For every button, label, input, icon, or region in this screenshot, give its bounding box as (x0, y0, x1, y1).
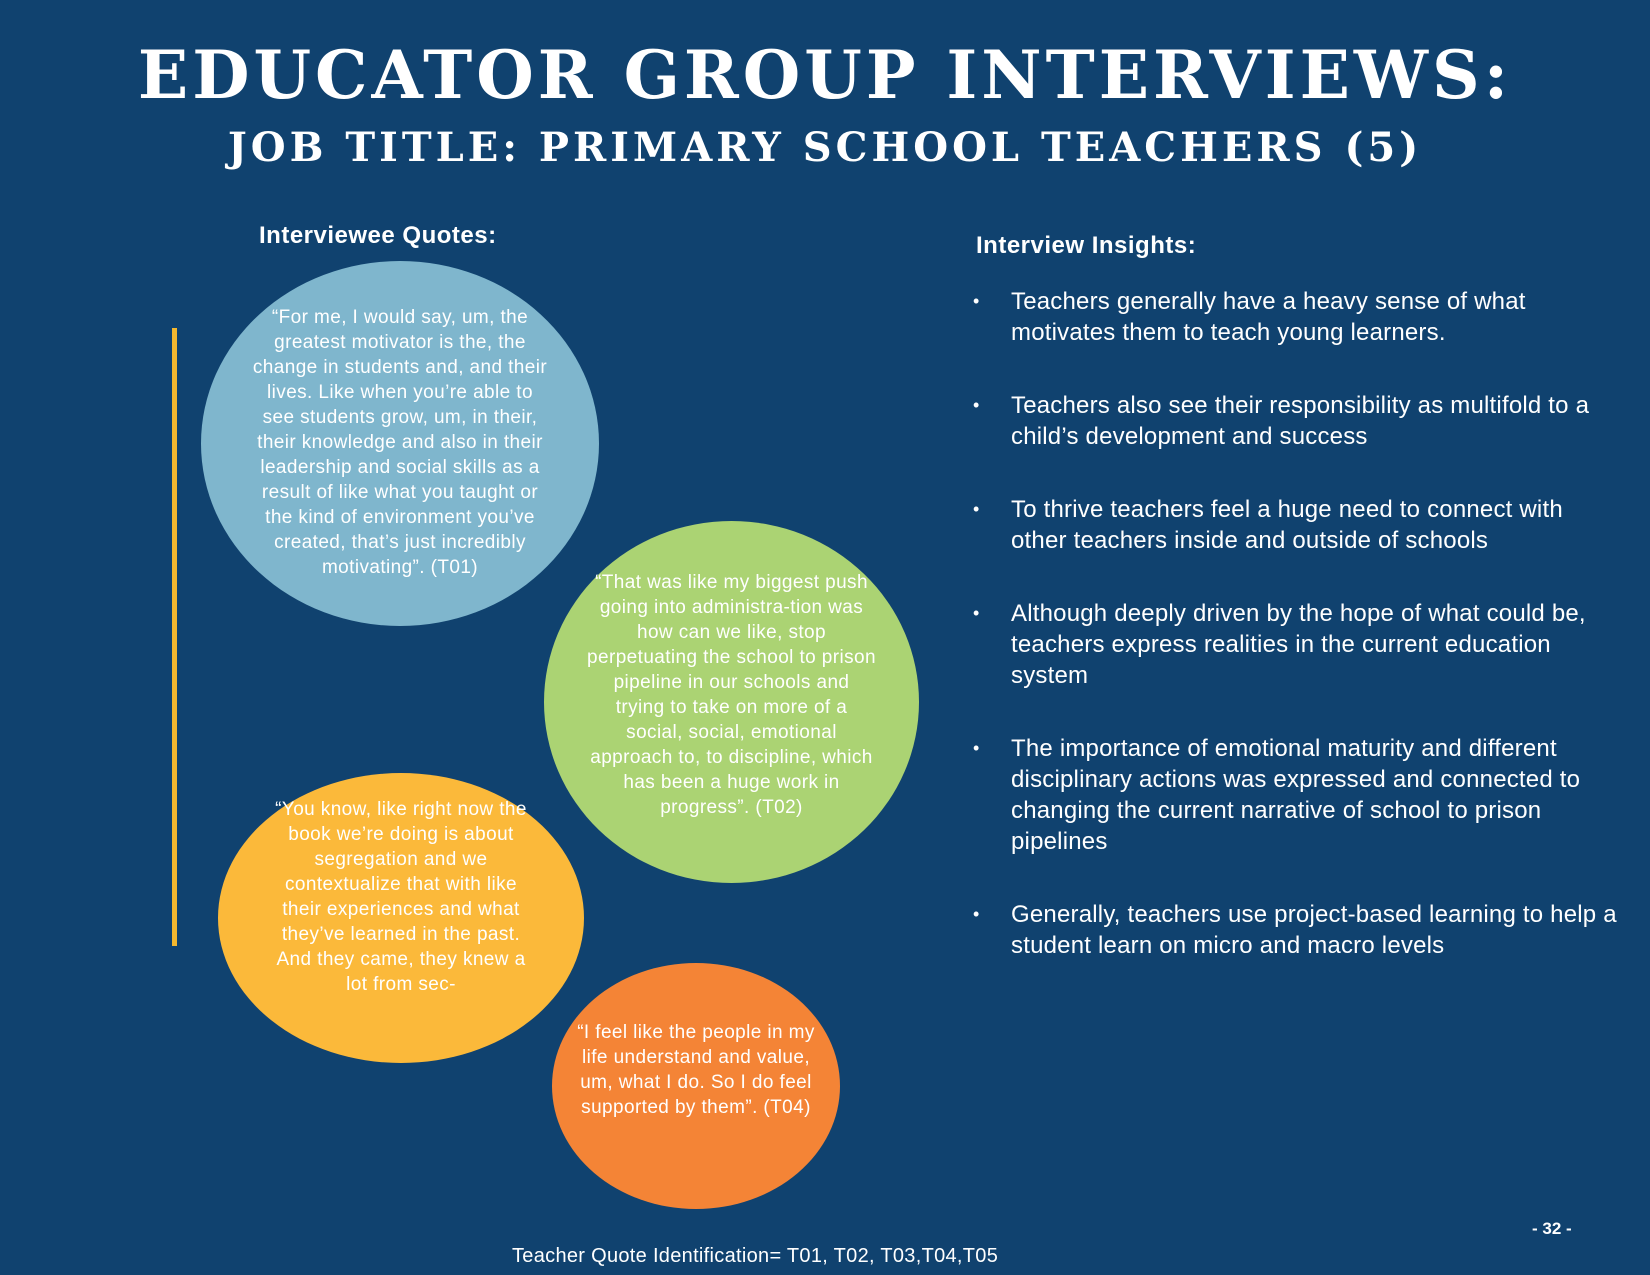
quote-bubble-t03 (218, 773, 584, 1063)
page-number: - 32 - (1532, 1219, 1572, 1238)
insight-text: Generally, teachers use project-based learning to help a student learn on micro and macro levels (1011, 901, 1617, 959)
insight-text: Although deeply driven by the hope of what could be, teachers express realities in the current education system (1011, 600, 1586, 689)
quote-text: “I feel like the people in my life understand and value, um, what I do. So I do feel supported by them”. (T04) (577, 1022, 815, 1118)
bullet-icon: • (973, 904, 980, 924)
bullet-icon: • (973, 395, 980, 415)
insight-item (970, 899, 1620, 961)
bullet-icon: • (973, 499, 980, 519)
insight-text: To thrive teachers feel a huge need to connect with other teachers inside and outside of schools (1011, 496, 1563, 554)
bullet-icon: • (973, 603, 980, 623)
quote-bubble-t04 (552, 963, 840, 1209)
insight-text: The importance of emotional maturity and different disciplinary actions was expressed and connected to changing the current narrative of school to prison pipelines (1011, 735, 1581, 855)
page-subtitle: JOB TITLE: PRIMARY SCHOOL TEACHERS (5) (227, 124, 1423, 171)
insight-item (970, 598, 1620, 691)
quote-text: “You know, like right now the book we’re doing is about segregation and we contextualize that with like their experiences and what they’ve learned in the past. And they came, they knew a lot from sec- (275, 799, 527, 995)
insight-text: Teachers also see their responsibility as multifold to a child’s development and success (1011, 392, 1590, 450)
accent-bar (172, 328, 177, 946)
insights-list (970, 286, 1620, 961)
quote-bubble-t01 (201, 261, 599, 626)
quote-bubble-t02 (544, 521, 919, 883)
quote-text: “That was like my biggest push going into administra-tion was how can we like, stop perpetuating the school to prison pipeline in our schools and trying to take on more of a social, social, emotional approach to, to discipline, which has been a huge work in progress”. (T02) (587, 572, 876, 818)
quote-text: “For me, I would say, um, the greatest motivator is the, the change in students and, and their lives. Like when you’re able to see students grow, um, in their, their knowledge and also in their leadership and social skills as a result of like what you taught or the kind of environment you’ve created, that’s just incredibly motivating”. (T01) (252, 307, 548, 578)
insights-heading: Interview Insights: (976, 232, 1197, 259)
page-title: EDUCATOR GROUP INTERVIEWS: (137, 36, 1513, 114)
insight-item (970, 733, 1620, 857)
insight-item (970, 494, 1620, 556)
insight-text: Teachers generally have a heavy sense of what motivates them to teach young learners. (1011, 288, 1526, 346)
quotes-heading: Interviewee Quotes: (259, 222, 497, 249)
bullet-icon: • (973, 738, 980, 758)
bullet-icon: • (973, 291, 980, 311)
insight-item (970, 390, 1620, 452)
insight-item (970, 286, 1620, 348)
quote-identification-note: Teacher Quote Identification= T01, T02, T03,T04,T05 (512, 1245, 999, 1267)
